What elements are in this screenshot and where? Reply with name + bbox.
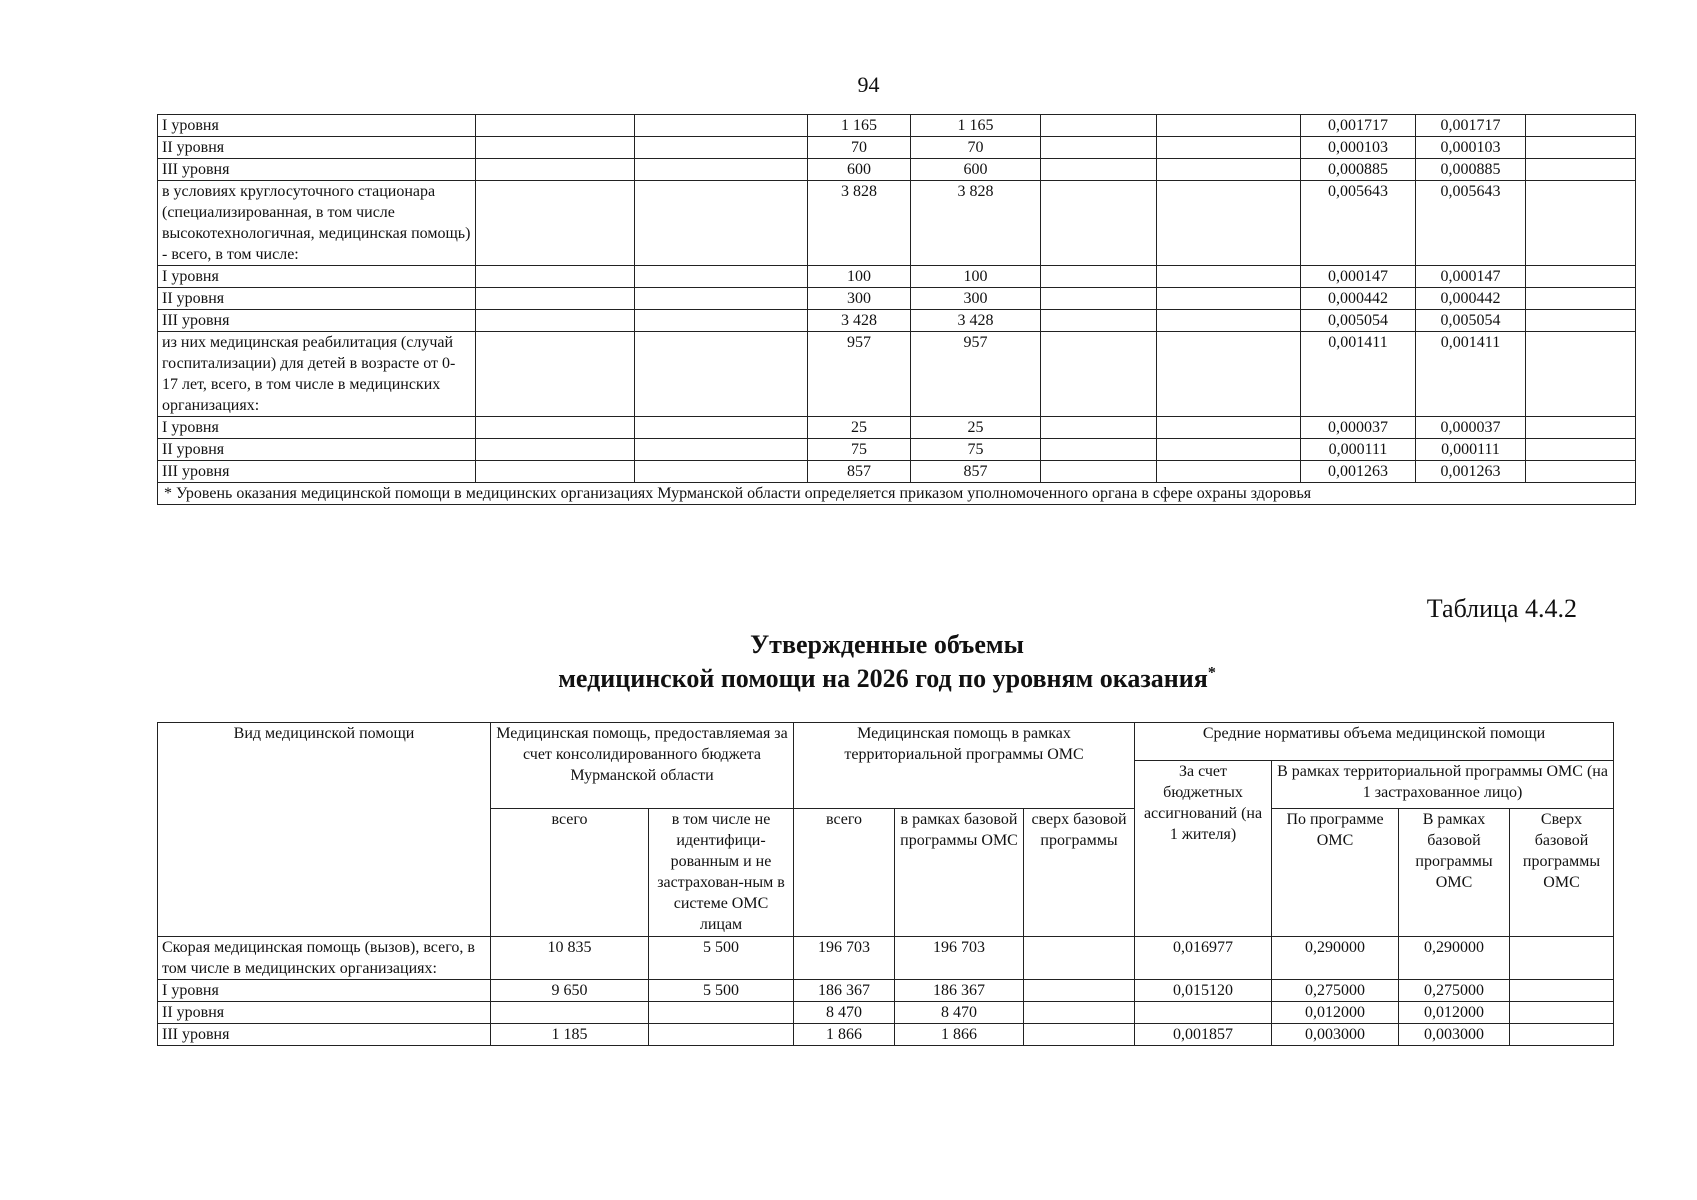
value-cell: 0,005054 bbox=[1416, 310, 1526, 332]
value-cell: 1 866 bbox=[895, 1024, 1024, 1046]
value-cell: 0,000103 bbox=[1416, 137, 1526, 159]
header-budget: За счет бюджетных ассигнований (на 1 жителя) bbox=[1135, 761, 1272, 937]
value-cell bbox=[1510, 937, 1614, 980]
empty-cell bbox=[1041, 310, 1157, 332]
value-cell: 0,012000 bbox=[1272, 1002, 1399, 1024]
empty-cell bbox=[1041, 417, 1157, 439]
empty-cell bbox=[1157, 310, 1301, 332]
empty-cell bbox=[1526, 159, 1636, 181]
empty-cell bbox=[635, 332, 808, 417]
empty-cell bbox=[476, 115, 635, 137]
value-cell: 0,001717 bbox=[1416, 115, 1526, 137]
row-label: I уровня bbox=[158, 115, 476, 137]
value-cell: 0,005054 bbox=[1301, 310, 1416, 332]
header-consolidated: Медицинская помощь, предоставляемая за счет консолидированного бюджета Мурманской области bbox=[491, 723, 794, 809]
table-row bbox=[158, 266, 1636, 288]
value-cell: 0,001263 bbox=[1301, 461, 1416, 483]
empty-cell bbox=[635, 159, 808, 181]
table2-body bbox=[158, 937, 1614, 1046]
empty-cell bbox=[635, 417, 808, 439]
value-cell: 1 165 bbox=[911, 115, 1041, 137]
value-cell: 9 650 bbox=[491, 980, 649, 1002]
value-cell: 0,290000 bbox=[1272, 937, 1399, 980]
row-label: I уровня bbox=[158, 417, 476, 439]
value-cell bbox=[1510, 1002, 1614, 1024]
value-cell: 8 470 bbox=[794, 1002, 895, 1024]
empty-cell bbox=[476, 137, 635, 159]
value-cell: 857 bbox=[808, 461, 911, 483]
value-cell: 600 bbox=[911, 159, 1041, 181]
page-number: 94 bbox=[857, 72, 880, 97]
empty-cell bbox=[1041, 461, 1157, 483]
row-label: Скорая медицинская помощь (вызов), всего, в том числе в медицинских организациях: bbox=[158, 937, 491, 980]
row-label: II уровня bbox=[158, 137, 476, 159]
empty-cell bbox=[635, 137, 808, 159]
empty-cell bbox=[476, 417, 635, 439]
value-cell: 70 bbox=[808, 137, 911, 159]
value-cell bbox=[1024, 937, 1135, 980]
value-cell: 1 866 bbox=[794, 1024, 895, 1046]
empty-cell bbox=[1526, 266, 1636, 288]
empty-cell bbox=[635, 461, 808, 483]
value-cell: 70 bbox=[911, 137, 1041, 159]
value-cell: 0,001857 bbox=[1135, 1024, 1272, 1046]
empty-cell bbox=[1041, 181, 1157, 266]
table-title-line2-text: медицинской помощи на 2026 год по уровням оказания bbox=[558, 664, 1208, 693]
row-label: III уровня bbox=[158, 1024, 491, 1046]
value-cell: 0,275000 bbox=[1272, 980, 1399, 1002]
value-cell bbox=[649, 1002, 794, 1024]
empty-cell bbox=[635, 181, 808, 266]
table-title-line2 bbox=[157, 662, 1617, 696]
empty-cell bbox=[1157, 115, 1301, 137]
value-cell: 75 bbox=[808, 439, 911, 461]
empty-cell bbox=[1157, 417, 1301, 439]
value-cell: 1 185 bbox=[491, 1024, 649, 1046]
table-row bbox=[158, 137, 1636, 159]
value-cell: 100 bbox=[808, 266, 911, 288]
row-label: III уровня bbox=[158, 310, 476, 332]
empty-cell bbox=[635, 115, 808, 137]
continued-volumes-table bbox=[157, 114, 1636, 505]
table-row bbox=[158, 417, 1636, 439]
empty-cell bbox=[1157, 159, 1301, 181]
row-label: II уровня bbox=[158, 288, 476, 310]
table-row bbox=[158, 439, 1636, 461]
table-row bbox=[158, 937, 1614, 980]
header-uninsured: в том числе не идентифици-рованным и не застрахован-ным в системе ОМС лицам bbox=[649, 809, 794, 937]
row-label: II уровня bbox=[158, 1002, 491, 1024]
value-cell: 957 bbox=[911, 332, 1041, 417]
empty-cell bbox=[476, 181, 635, 266]
header-in-base: В рамках базовой программы ОМС bbox=[1399, 809, 1510, 937]
value-cell: 0,000442 bbox=[1416, 288, 1526, 310]
value-cell: 3 828 bbox=[808, 181, 911, 266]
value-cell: 5 500 bbox=[649, 937, 794, 980]
empty-cell bbox=[1157, 461, 1301, 483]
value-cell: 3 428 bbox=[808, 310, 911, 332]
empty-cell bbox=[1157, 181, 1301, 266]
value-cell: 3 828 bbox=[911, 181, 1041, 266]
empty-cell bbox=[1157, 266, 1301, 288]
empty-cell bbox=[1041, 266, 1157, 288]
value-cell: 857 bbox=[911, 461, 1041, 483]
value-cell: 196 703 bbox=[895, 937, 1024, 980]
table-row bbox=[158, 1024, 1614, 1046]
empty-cell bbox=[476, 439, 635, 461]
empty-cell bbox=[635, 439, 808, 461]
empty-cell bbox=[1526, 417, 1636, 439]
table-row bbox=[158, 461, 1636, 483]
value-cell: 0,016977 bbox=[1135, 937, 1272, 980]
table-title-line1: Утвержденные объемы bbox=[750, 630, 1024, 659]
empty-cell bbox=[1041, 159, 1157, 181]
empty-cell bbox=[1526, 439, 1636, 461]
header-above: сверх базовой программы bbox=[1024, 809, 1135, 937]
value-cell: 100 bbox=[911, 266, 1041, 288]
header-norms: Средние нормативы объема медицинской помощи bbox=[1135, 723, 1614, 761]
empty-cell bbox=[635, 310, 808, 332]
table1-body bbox=[158, 115, 1636, 505]
header-oms: Медицинская помощь в рамках территориальной программы ОМС bbox=[794, 723, 1135, 809]
empty-cell bbox=[476, 332, 635, 417]
value-cell bbox=[649, 1024, 794, 1046]
empty-cell bbox=[1526, 115, 1636, 137]
value-cell: 196 703 bbox=[794, 937, 895, 980]
row-label: III уровня bbox=[158, 159, 476, 181]
value-cell: 25 bbox=[808, 417, 911, 439]
row-label: II уровня bbox=[158, 439, 476, 461]
value-cell: 0,003000 bbox=[1399, 1024, 1510, 1046]
value-cell: 0,015120 bbox=[1135, 980, 1272, 1002]
table-row bbox=[158, 1002, 1614, 1024]
header-base: в рамках базовой программы ОМС bbox=[895, 809, 1024, 937]
table-row bbox=[158, 181, 1636, 266]
value-cell: 0,001411 bbox=[1301, 332, 1416, 417]
empty-cell bbox=[1157, 439, 1301, 461]
footnote-row bbox=[158, 483, 1636, 505]
header-oms-norms: В рамках территориальной программы ОМС (на 1 застрахованное лицо) bbox=[1272, 761, 1614, 809]
empty-cell bbox=[1157, 332, 1301, 417]
table-caption: Таблица 4.4.2 bbox=[1426, 594, 1577, 623]
value-cell: 600 bbox=[808, 159, 911, 181]
value-cell: 0,000885 bbox=[1301, 159, 1416, 181]
value-cell: 75 bbox=[911, 439, 1041, 461]
value-cell: 0,005643 bbox=[1301, 181, 1416, 266]
empty-cell bbox=[476, 159, 635, 181]
table-row bbox=[158, 288, 1636, 310]
header-above-base: Сверх базовой программы ОМС bbox=[1510, 809, 1614, 937]
value-cell bbox=[1510, 980, 1614, 1002]
empty-cell bbox=[1041, 332, 1157, 417]
header-type: Вид медицинской помощи bbox=[158, 723, 491, 937]
value-cell: 0,001411 bbox=[1416, 332, 1526, 417]
value-cell: 0,012000 bbox=[1399, 1002, 1510, 1024]
header-by-oms: По программе ОМС bbox=[1272, 809, 1399, 937]
empty-cell bbox=[1526, 137, 1636, 159]
table-row bbox=[158, 980, 1614, 1002]
value-cell bbox=[1024, 980, 1135, 1002]
empty-cell bbox=[635, 288, 808, 310]
value-cell: 0,003000 bbox=[1272, 1024, 1399, 1046]
empty-cell bbox=[1526, 461, 1636, 483]
value-cell bbox=[1135, 1002, 1272, 1024]
row-label: в условиях круглосуточного стационара (специализированная, в том числе высокотехнологичная, медицинская помощь) - всего, в том числе: bbox=[158, 181, 476, 266]
value-cell bbox=[491, 1002, 649, 1024]
value-cell: 0,001717 bbox=[1301, 115, 1416, 137]
value-cell: 0,005643 bbox=[1416, 181, 1526, 266]
value-cell: 0,290000 bbox=[1399, 937, 1510, 980]
empty-cell bbox=[476, 310, 635, 332]
row-label: I уровня bbox=[158, 980, 491, 1002]
value-cell: 0,000103 bbox=[1301, 137, 1416, 159]
empty-cell bbox=[1157, 137, 1301, 159]
row-label: I уровня bbox=[158, 266, 476, 288]
value-cell: 0,000111 bbox=[1301, 439, 1416, 461]
value-cell bbox=[1024, 1024, 1135, 1046]
table-row bbox=[158, 115, 1636, 137]
value-cell: 0,000147 bbox=[1301, 266, 1416, 288]
value-cell: 10 835 bbox=[491, 937, 649, 980]
value-cell bbox=[1510, 1024, 1614, 1046]
value-cell bbox=[1024, 1002, 1135, 1024]
value-cell: 8 470 bbox=[895, 1002, 1024, 1024]
value-cell: 0,001263 bbox=[1416, 461, 1526, 483]
value-cell: 0,000111 bbox=[1416, 439, 1526, 461]
empty-cell bbox=[1526, 332, 1636, 417]
empty-cell bbox=[476, 266, 635, 288]
value-cell: 0,000442 bbox=[1301, 288, 1416, 310]
value-cell: 957 bbox=[808, 332, 911, 417]
value-cell: 25 bbox=[911, 417, 1041, 439]
row-label: III уровня bbox=[158, 461, 476, 483]
value-cell: 0,000885 bbox=[1416, 159, 1526, 181]
value-cell: 0,000147 bbox=[1416, 266, 1526, 288]
value-cell: 0,275000 bbox=[1399, 980, 1510, 1002]
value-cell: 186 367 bbox=[794, 980, 895, 1002]
header-total2: всего bbox=[794, 809, 895, 937]
header-total1: всего bbox=[491, 809, 649, 937]
value-cell: 5 500 bbox=[649, 980, 794, 1002]
empty-cell bbox=[1157, 288, 1301, 310]
table-row bbox=[158, 332, 1636, 417]
value-cell: 186 367 bbox=[895, 980, 1024, 1002]
value-cell: 0,000037 bbox=[1416, 417, 1526, 439]
empty-cell bbox=[1526, 181, 1636, 266]
table-row bbox=[158, 310, 1636, 332]
footnote: * Уровень оказания медицинской помощи в медицинских организациях Мурманской области определяется приказом уполномоченного органа в сфере охраны здоровья bbox=[158, 483, 1636, 505]
row-label: из них медицинская реабилитация (случай госпитализации) для детей в возрасте от 0-17 лет, всего, в том числе в медицинских организациях: bbox=[158, 332, 476, 417]
empty-cell bbox=[1526, 288, 1636, 310]
empty-cell bbox=[476, 461, 635, 483]
empty-cell bbox=[1041, 115, 1157, 137]
empty-cell bbox=[635, 266, 808, 288]
empty-cell bbox=[1526, 310, 1636, 332]
value-cell: 3 428 bbox=[911, 310, 1041, 332]
value-cell: 1 165 bbox=[808, 115, 911, 137]
empty-cell bbox=[1041, 439, 1157, 461]
empty-cell bbox=[476, 288, 635, 310]
empty-cell bbox=[1041, 137, 1157, 159]
empty-cell bbox=[1041, 288, 1157, 310]
value-cell: 300 bbox=[911, 288, 1041, 310]
title-footnote-mark: * bbox=[1207, 664, 1216, 682]
table-row bbox=[158, 159, 1636, 181]
value-cell: 300 bbox=[808, 288, 911, 310]
value-cell: 0,000037 bbox=[1301, 417, 1416, 439]
approved-volumes-table bbox=[157, 722, 1614, 1046]
